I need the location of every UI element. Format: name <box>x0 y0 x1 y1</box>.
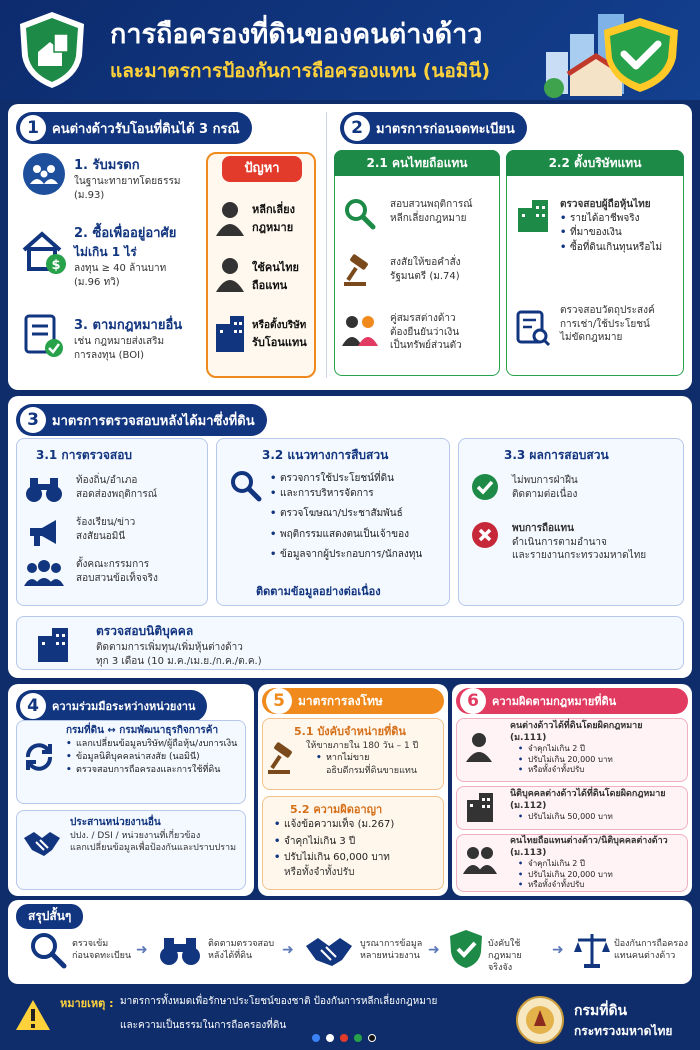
handshake-icon <box>304 932 354 968</box>
section-3-title: มาตรการตรวจสอบหลังได้มาซึ่งที่ดิน <box>52 413 255 429</box>
list-item: • หากไม่ขาย <box>316 752 442 765</box>
list-item: • ปรับไม่เกิน 20,000 บาท <box>518 870 686 880</box>
section-5-header <box>262 688 444 714</box>
page-subtitle: และมาตรการป้องกันการถือครองแทน (นอมินี) <box>110 60 490 82</box>
x-circle-icon <box>470 520 500 550</box>
purpose-check-l3: ไม่ขัดกฎหมาย <box>560 332 623 343</box>
list-item: • ที่มาของเงิน <box>560 226 682 241</box>
section-2-number: 2 <box>344 115 370 141</box>
list-item: • พฤติกรรมแสดงตนเป็นเจ้าของ <box>270 528 448 543</box>
social-icons <box>312 1034 492 1044</box>
pre-check-2-l1: สงสัยให้ขอคำสั่ง <box>390 257 461 268</box>
section-6-title: ความผิดตามกฎหมายที่ดิน <box>492 695 617 708</box>
investigation-footer: ติดตามข้อมูลอย่างต่อเนื่อง <box>256 585 381 598</box>
case-3-title: 3. ตามกฎหมายอื่น <box>74 318 183 333</box>
problem-1-l2: กฎหมาย <box>252 221 294 234</box>
line-icon <box>354 1034 362 1042</box>
summary-step-2-l1: ติดตามตรวจสอบ <box>208 939 275 949</box>
section-3-header <box>16 404 267 436</box>
list-item: • จำคุกไม่เกิน 3 ปี <box>274 835 440 850</box>
offense-3-ref: (ม.113) <box>510 848 547 859</box>
land-document-shield-icon <box>16 10 88 90</box>
summary-title: สรุปสั้นๆ <box>16 904 83 929</box>
offense-3-list <box>510 859 686 890</box>
search-icon <box>28 930 68 970</box>
problem-2-l1: ใช้คนไทย <box>252 261 299 274</box>
inspection-1-l2: สอดส่องพฤติการณ์ <box>76 488 158 500</box>
case-1-desc: ในฐานะทายาทโดยธรรม <box>74 176 181 187</box>
tiktok-icon <box>368 1034 376 1042</box>
list-item: • และการบริหารจัดการ <box>270 487 448 502</box>
list-item: • ตรวจโฆษณา/ประชาสัมพันธ์ <box>270 507 448 522</box>
document-check-icon <box>22 312 66 360</box>
summary-step-3-l1: บูรณาการข้อมูล <box>360 939 423 949</box>
inspection-2-l2: สงสัยนอมินี <box>76 530 126 542</box>
offense-2-ref: (ม.112) <box>510 801 547 812</box>
list-item: • ตรวจการใช้ประโยชน์ที่ดิน <box>270 472 448 487</box>
section-1-number: 1 <box>20 115 46 141</box>
result-ok-l2: ติดตามต่อเนื่อง <box>512 488 578 500</box>
coop-2-l1: ปปง. / DSI / หน่วยงานที่เกี่ยวข้อง <box>70 830 201 841</box>
section-4-header <box>16 690 207 722</box>
summary-step-5-l1: ป้องกันการถือครอง <box>614 939 688 949</box>
section-2-title: มาตรการก่อนจดทะเบียน <box>376 121 515 137</box>
subsection-5-1-title: 5.1 บังคับจำหน่ายที่ดิน <box>294 725 406 738</box>
house-money-icon <box>20 228 68 276</box>
family-icon <box>22 152 66 196</box>
list-item: • ปรับไม่เกิน 20,000 บาท <box>518 755 686 765</box>
offense-1-title: คนต่างด้าวได้ที่ดินโดยผิดกฎหมาย <box>510 721 643 731</box>
coop-1-title: กรมที่ดิน ↔ กรมพัฒนาธุรกิจการค้า <box>66 725 219 736</box>
subsection-3-3-title: 3.3 ผลการสอบสวน <box>504 448 609 462</box>
binoculars-icon <box>24 474 64 504</box>
corp-check-l1: ติดตามการเพิ่มทุน/เพิ่มหุ้นต่างด้าว <box>96 642 243 653</box>
problem-3-l2: รับโอนแทน <box>252 336 307 349</box>
investigation-list <box>270 472 448 563</box>
case-3-desc: เช่น กฎหมายส่งเสริม <box>74 336 165 347</box>
subsection-3-1-title: 3.1 การตรวจสอบ <box>36 448 133 462</box>
subsection-2-2-title: 2.2 ตั้งบริษัทแทน <box>506 150 684 176</box>
building-icon <box>212 314 248 354</box>
pre-check-3-l3: เป็นทรัพย์ส่วนตัว <box>390 340 462 351</box>
sync-icon <box>22 740 56 774</box>
coop-1-list <box>66 738 244 777</box>
summary-step-4-l2: จริงจัง <box>488 963 513 974</box>
pre-check-2-l2: รัฐมนตรี (ม.74) <box>390 270 460 282</box>
person-icon <box>212 198 248 238</box>
section-6-header <box>456 688 688 714</box>
subsection-2-1-title: 2.1 คนไทยถือแทน <box>334 150 500 176</box>
case-2-title-limit: ไม่เกิน 1 ไร่ <box>74 245 137 259</box>
offense-2-list <box>510 812 686 822</box>
offense-2-title: นิติบุคคลต่างด้าวได้ที่ดินโดยผิดกฎหมาย <box>510 789 666 799</box>
purpose-check-l2: การเช่า/ใช้ประโยชน์ <box>560 318 650 330</box>
inspection-3-l1: ตั้งคณะกรรมการ <box>76 559 150 570</box>
list-item: • จำคุกไม่เกิน 2 ปี <box>518 744 686 754</box>
criminal-list <box>274 818 440 866</box>
offense-1-list <box>510 744 686 775</box>
forced-sale-list <box>316 752 442 765</box>
case-1-ref: (ม.93) <box>74 189 105 201</box>
summary-step-1-l2: ก่อนจดทะเบียน <box>72 951 132 962</box>
case-1-title: 1. รับมรดก <box>74 158 140 173</box>
document-search-icon <box>514 308 552 348</box>
department-logo <box>516 996 564 1044</box>
gavel-icon <box>342 254 376 288</box>
pre-check-1-l1: สอบสวนพฤติการณ์ <box>390 199 473 210</box>
section-6-number: 6 <box>460 688 486 714</box>
arrow-right-icon: ➜ <box>136 942 148 958</box>
divider <box>326 112 327 378</box>
inspection-2-l1: ร้องเรียน/ข่าว <box>76 517 136 528</box>
person-icon <box>212 254 248 294</box>
result-bad-l3: และรายงานกระทรวงมหาดไทย <box>512 550 647 561</box>
section-5-number: 5 <box>266 688 292 714</box>
arrow-right-icon: ➜ <box>552 942 564 958</box>
svg-text:$: $ <box>51 258 61 273</box>
megaphone-icon <box>26 516 62 548</box>
criminal-tail: หรือทั้งจำทั้งปรับ <box>284 866 355 878</box>
list-item: • ปรับไม่เกิน 60,000 บาท <box>274 851 440 866</box>
list-item: • ตรวจสอบการถือครองและการใช้ที่ดิน <box>66 764 244 777</box>
scales-icon <box>572 930 612 970</box>
list-item: • รายได้อาชีพจริง <box>560 212 682 227</box>
inspection-3-l2: สอบสวนข้อเท็จจริง <box>76 572 158 584</box>
section-3-number: 3 <box>20 407 46 433</box>
pre-check-1-l2: หลีกเลี่ยงกฎหมาย <box>390 212 467 224</box>
check-circle-icon <box>470 472 500 502</box>
search-icon <box>342 196 376 230</box>
committee-icon <box>24 558 64 588</box>
building-icon <box>464 790 496 824</box>
pre-check-3-l2: ต้องยืนยันว่าเงิน <box>390 326 460 338</box>
corp-check-l2: ทุก 3 เดือน (10 ม.ค./เม.ย./ก.ค./ต.ค.) <box>96 655 262 667</box>
summary-step-4-l1: บังคับใช้กฎหมาย <box>488 939 522 962</box>
building-icon <box>514 196 552 234</box>
note-label: หมายเหตุ : <box>60 997 114 1010</box>
problem-2-l2: ถือแทน <box>252 279 288 292</box>
coop-2-l2: แลกเปลี่ยนข้อมูลเพื่อป้องกันและปราบปราม <box>70 842 237 853</box>
ministry-name: กระทรวงมหาดไทย <box>574 1024 673 1038</box>
facebook-icon <box>312 1034 320 1042</box>
shareholder-check-title: ตรวจสอบผู้ถือหุ้นไทย <box>560 199 651 210</box>
list-item: • ข้อมูลนิติบุคคลน่าสงสัย (นอมินี) <box>66 751 244 764</box>
department-name: กรมที่ดิน <box>574 1003 628 1019</box>
purpose-check-l1: ตรวจสอบวัตถุประสงค์ <box>560 305 655 316</box>
list-item: • ซื้อที่ดินเกินทุนหรือไม่ <box>560 241 682 256</box>
subsection-3-2-title: 3.2 แนวทางการสืบสวน <box>262 448 389 462</box>
problem-title: ปัญหา <box>222 156 302 182</box>
youtube-icon <box>340 1034 348 1042</box>
section-1-title: คนต่างด้าวรับโอนที่ดินได้ 3 กรณี <box>52 121 240 137</box>
problem-1-l1: หลีกเลี่ยง <box>252 203 295 216</box>
list-item: • จำคุกไม่เกิน 2 ปี <box>518 859 686 869</box>
section-4-number: 4 <box>20 693 46 719</box>
section-1-header <box>16 112 252 144</box>
shareholder-check-list <box>560 212 682 256</box>
list-item: • หรือทั้งจำทั้งปรับ <box>518 765 686 775</box>
warning-icon <box>14 998 52 1032</box>
list-item: • หรือทั้งจำทั้งปรับ <box>518 880 686 890</box>
summary-step-2-l2: หลังได้ที่ดิน <box>208 951 253 962</box>
city-buildings-icon <box>540 8 690 100</box>
inspection-1-l1: ท้องถิ่น/อำเภอ <box>76 475 138 486</box>
arrow-right-icon: ➜ <box>428 942 440 958</box>
list-item: • ข้อมูลจากผู้ประกอบการ/นักลงทุน <box>270 548 448 563</box>
summary-step-1-l1: ตรวจเข้ม <box>72 939 109 949</box>
offense-1-ref: (ม.111) <box>510 733 547 744</box>
summary-step-5-l2: แทนคนต่างด้าว <box>614 951 676 962</box>
result-bad-l1: พบการถือแทน <box>512 523 574 534</box>
two-people-icon <box>462 844 498 876</box>
forced-sale-l2: อธิบดีกรมที่ดินขายแทน <box>326 766 417 777</box>
shield-check-icon <box>448 928 484 970</box>
building-icon <box>34 624 74 664</box>
section-5-title: มาตรการลงโทษ <box>298 693 383 708</box>
case-2-ref: (ม.96 ทวิ) <box>74 276 120 288</box>
list-item: • แจ้งข้อความเท็จ (ม.267) <box>274 818 440 833</box>
person-icon <box>464 730 494 764</box>
section-4-title: ความร่วมมือระหว่างหน่วยงาน <box>52 700 196 713</box>
gavel-icon <box>266 742 300 776</box>
binoculars-icon <box>158 934 202 966</box>
subsection-5-2-title: 5.2 ความผิดอาญา <box>290 803 383 816</box>
case-3-ref: การลงทุน (BOI) <box>74 349 144 361</box>
x-icon <box>326 1034 334 1042</box>
case-2-desc: ลงทุน ≥ 40 ล้านบาท <box>74 263 167 274</box>
list-item: • ปรับไม่เกิน 50,000 บาท <box>518 812 686 822</box>
page-title: การถือครองที่ดินของคนต่างด้าว <box>110 19 483 50</box>
search-icon <box>228 468 262 502</box>
coop-2-title: ประสานหน่วยงานอื่น <box>70 817 161 828</box>
note-line-1: มาตรการทั้งหมดเพื่อรักษาประโยชน์ของชาติ ป้องกันการหลีกเลี่ยงกฎหมาย <box>120 996 438 1007</box>
handshake-icon <box>22 826 62 860</box>
result-ok-l1: ไม่พบการฝ่าฝืน <box>512 475 578 486</box>
forced-sale-l1: ให้ขายภายใน 180 วัน – 1 ปี <box>306 741 419 751</box>
case-2-title: 2. ซื้อเพื่ออยู่อาศัย <box>74 226 177 241</box>
offense-3-title: คนไทยถือแทนต่างด้าว/นิติบุคคลต่างด้าว <box>510 836 668 846</box>
summary-step-3-l2: หลายหน่วยงาน <box>360 951 420 962</box>
result-bad-l2: ดำเนินการตามอำนาจ <box>512 536 607 548</box>
problem-3-l1: หรือตั้งบริษัท <box>252 320 307 331</box>
note-line-2: และความเป็นธรรมในการถือครองที่ดิน <box>120 1020 287 1031</box>
couple-icon <box>340 312 380 348</box>
pre-check-3-l1: คู่สมรสต่างด้าว <box>390 313 456 324</box>
arrow-right-icon: ➜ <box>282 942 294 958</box>
list-item: • แลกเปลี่ยนข้อมูลบริษัท/ผู้ถือหุ้น/งบการเงิน <box>66 738 244 751</box>
section-2-header <box>340 112 527 144</box>
corp-check-title: ตรวจสอบนิติบุคคล <box>96 624 194 638</box>
